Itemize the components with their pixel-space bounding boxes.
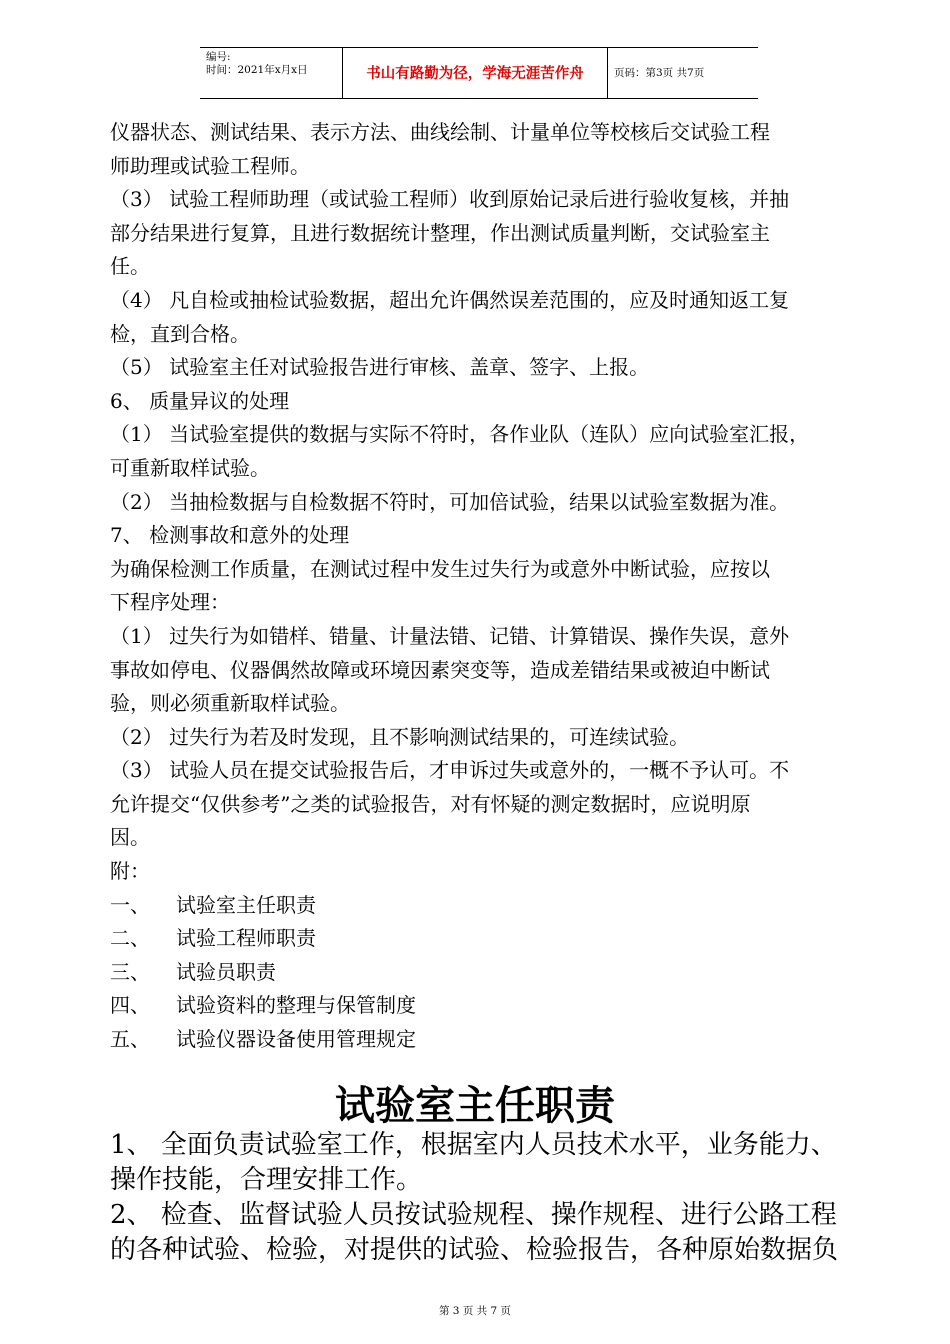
annex-text: 试验仪器设备使用管理规定 — [176, 1027, 416, 1052]
paragraph-line: （3） 试验工程师助理（或试验工程师）收到原始记录后进行验收复核，并抽 — [110, 187, 790, 212]
code-label: 编号: — [206, 51, 231, 63]
section-paragraph-line: 的各种试验、检验，对提供的试验、检验报告，各种原始数据负 — [110, 1235, 839, 1265]
paragraph-line: （1） 过失行为如错样、错量、计量法错、记错、计算错误、操作失误，意外 — [110, 623, 790, 648]
paragraph-line: （2） 当抽检数据与自检数据不符时，可加倍试验，结果以试验室数据为准。 — [110, 489, 790, 514]
paragraph-line: 可重新取样试验。 — [110, 455, 270, 480]
section-heading-6: 6、 质量异议的处理 — [110, 388, 290, 413]
paragraph-line: 允许提交“仅供参考”之类的试验报告，对有怀疑的测定数据时，应说明原 — [110, 791, 751, 816]
paragraph-line: （4） 凡自检或抽检试验数据，超出允许偶然误差范围的，应及时通知返工复 — [110, 287, 790, 312]
paragraph-line: 任。 — [110, 254, 150, 279]
paragraph-line: （3） 试验人员在提交试验报告后，才申诉过失或意外的，一概不予认可。不 — [110, 758, 790, 783]
page-header — [200, 47, 758, 99]
section-body — [110, 1128, 910, 1268]
annex-number: 四、 — [110, 993, 150, 1018]
annex-number: 一、 — [110, 892, 150, 917]
annex-label: 附： — [110, 859, 150, 884]
paragraph-line: （5） 试验室主任对试验报告进行审核、盖章、签字、上报。 — [110, 355, 650, 380]
annex-text: 试验员职责 — [176, 959, 276, 984]
section-title: 试验室主任职责 — [335, 1082, 615, 1129]
paragraph-line: 事故如停电、仪器偶然故障或环境因素突变等，造成差错结果或被迫中断试 — [110, 657, 770, 682]
annex-number: 五、 — [110, 1027, 150, 1052]
annex-number: 二、 — [110, 926, 150, 951]
annex-item — [110, 889, 890, 923]
page-footer: 第 3 页 共 7 页 — [438, 1305, 512, 1317]
time-label: 时间：2021年x月x日 — [206, 64, 308, 76]
paragraph-line: 师助理或试验工程师。 — [110, 153, 310, 178]
annex-number: 三、 — [110, 959, 150, 984]
paragraph-line: （2） 过失行为若及时发现，且不影响测试结果的，可连续试验。 — [110, 724, 690, 749]
header-motto: 书山有路勤为径，学海无涯苦作舟 — [342, 48, 608, 98]
header-meta — [200, 48, 342, 98]
section-paragraph-line: 操作技能，合理安排工作。 — [110, 1165, 423, 1195]
section-paragraph-line: 1、 全面负责试验室工作，根据室内人员技术水平，业务能力、 — [110, 1130, 837, 1160]
section-heading-7: 7、 检测事故和意外的处理 — [110, 523, 350, 548]
paragraph-line: 仪器状态、测试结果、表示方法、曲线绘制、计量单位等校核后交试验工程 — [110, 120, 770, 144]
paragraph-line: 验，则必须重新取样试验。 — [110, 691, 350, 716]
annex-text: 试验室主任职责 — [176, 892, 316, 917]
annex-item — [110, 956, 890, 990]
paragraph-line: 为确保检测工作质量，在测试过程中发生过失行为或意外中断试验，应按以 — [110, 556, 770, 581]
paragraph-line: 部分结果进行复算，且进行数据统计整理，作出测试质量判断，交试验室主 — [110, 220, 770, 245]
annex-text: 试验资料的整理与保管制度 — [176, 993, 416, 1018]
paragraph-line: （1） 当试验室提供的数据与实际不符时，各作业队（连队）应向试验室汇报， — [110, 422, 810, 447]
annex-item — [110, 1023, 890, 1057]
annex-text: 试验工程师职责 — [176, 926, 316, 951]
paragraph-line: 下程序处理： — [110, 590, 230, 615]
paragraph-line: 检，直到合格。 — [110, 321, 250, 346]
annex-item — [110, 922, 890, 956]
paragraph-line: 因。 — [110, 825, 150, 850]
header-page-info: 页码：第3页 共7页 — [614, 66, 705, 79]
document-body — [110, 116, 890, 1057]
section-paragraph-line: 2、 检查、监督试验人员按试验规程、操作规程、进行公路工程 — [110, 1200, 837, 1230]
annex-item — [110, 989, 890, 1023]
